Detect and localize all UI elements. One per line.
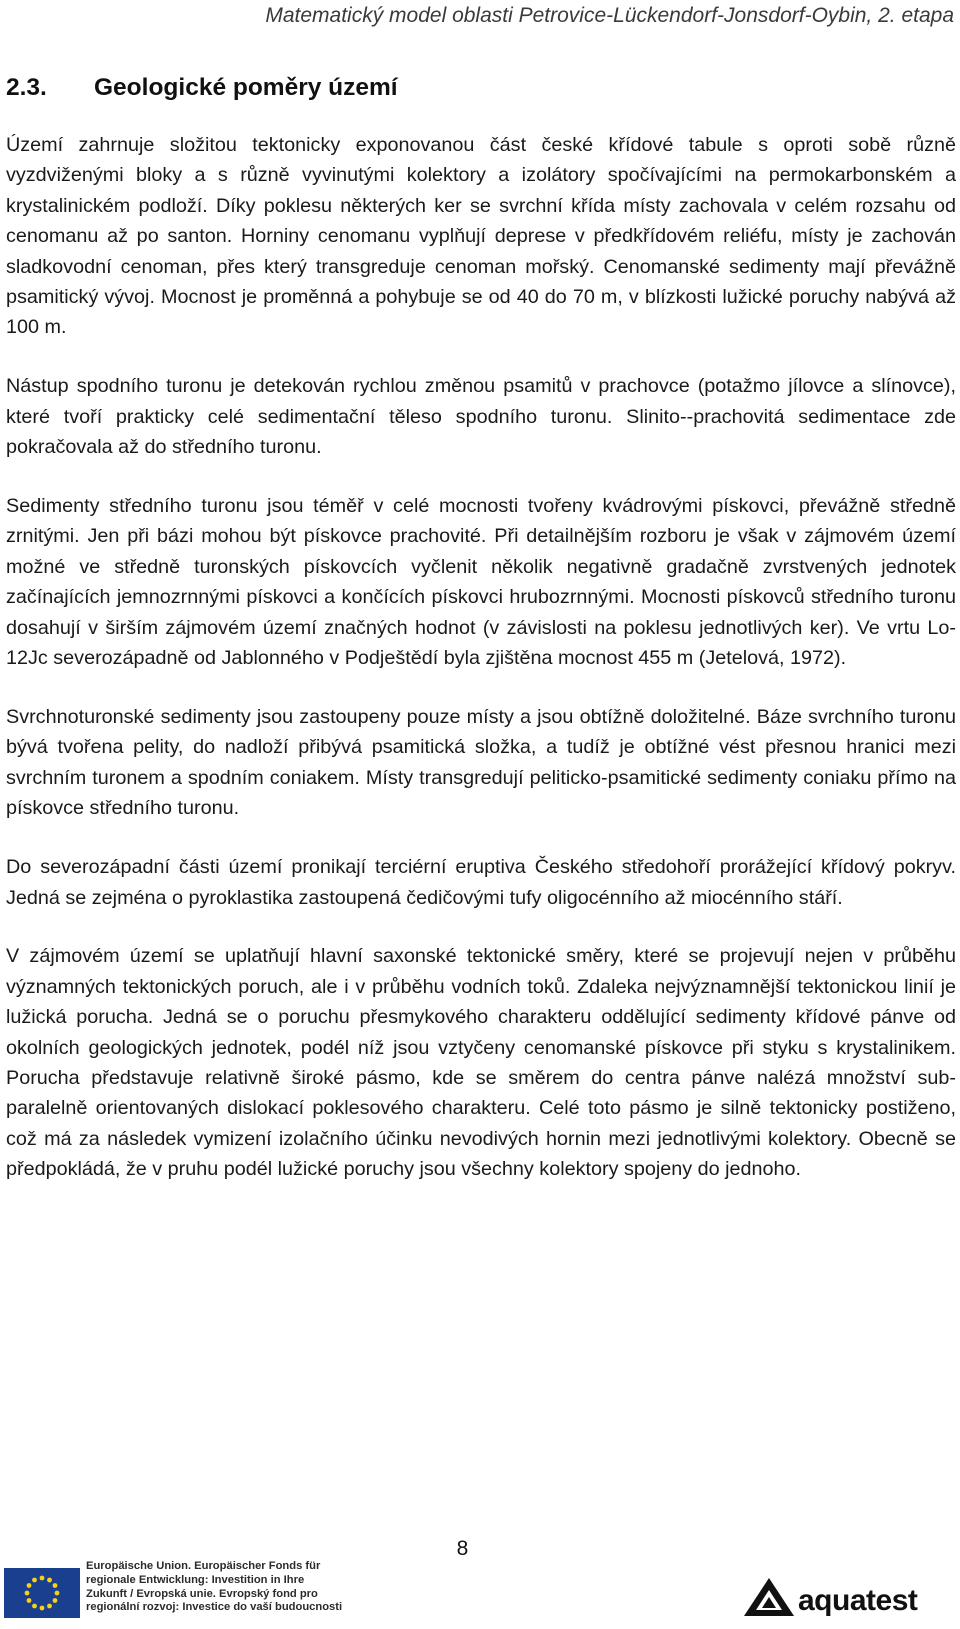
paragraph: Území zahrnuje složitou tektonicky exponovanou část české křídové tabule s oproti sobě různě vyzdviženými bloky a s různě vyvinutými kolektory a izolátory spočívajícími na permokarbonském a krystalinickém podloží. Díky poklesu některých ker se svrchní křída místy zachovala v celém rozsahu od cenomanu až po santon. Horniny cenomanu vyplňují deprese v předkřídovém reliéfu, místy je zachován sladkovodní cenoman, přes který transgreduje cenoman mořský. Cenomanské sedimenty mají převážně psamitický vývoj. Mocnost je proměnná a pohybuje se od 40 do 70 m, v blízkosti lužické poruchy nabývá až 100 m. [6,134,956,339]
eu-funding-text [86,1560,343,1615]
running-header: Matematický model oblasti Petrovice-Lückendorf-Jonsdorf-Oybin, 2. etapa [265,4,954,27]
eu-text-line: Europäische Union. Europäischer Fonds für [86,1560,321,1572]
aquatest-logo [742,1576,952,1620]
paragraph: Sedimenty středního turonu jsou téměř v celé mocnosti tvořeny kvádrovými pískovci, převážně středně zrnitými. Jen při bázi mohou být pískovce prachovité. Při detailnějším rozboru je však v zájmovém území možné ve středně turonských pískovcích vyčlenit několik negativně gradačně zvrstvených jednotek začínajících jemnozrnnými pískovci a končících pískovci hrubozrnnými. Mocnosti pískovců středního turonu dosahují v širším zájmovém území značných hodnot (v závislosti na poklesu jednotlivých ker). Ve vrtu Lo-12Jc severozápadně od Jablonného v Podještědí byla zjištěna mocnost 455 m (Jetelová, 1972). [6,495,956,670]
paragraph: V zájmovém území se uplatňují hlavní saxonské tektonické směry, které se projevují nejen v průběhu významných tektonických poruch, ale i v průběhu vodních toků. Zdaleka nejvýznamnější tektonickou linií je lužická porucha. Jedná se o poruchu přesmykového charakteru oddělující sedimenty křídové pánve od okolních geologických jednotek, podél níž jsou vztyčeny cenomanské pískovce při styku s krystalinikem. Porucha představuje relativně široké pásmo, kde se směrem do centra pánve nalézá množství sub-paralelně orientovaných dislokací poklesového charakteru. Celé toto pásmo je silně tektonicky postiženo, což má za následek vymizení izolačního účinku nevodivých hornin mezi jednotlivými kolektory. Obecně se předpokládá, že v pruhu podél lužické poruchy jsou všechny kolektory spojeny do jednoho. [6,945,956,1181]
eu-flag-icon [4,1568,80,1618]
section-number: 2.3. [6,74,47,101]
aquatest-brand-name: aquatest [798,1584,918,1617]
page-number: 8 [456,1537,469,1560]
paragraph: Do severozápadní části území pronikají terciérní eruptiva Českého středohoří prorážející křídový pokryv. Jedná se zejména o pyroklastika zastoupená čedičovými tufy oligocénního až miocénního stáří. [6,856,956,909]
paragraph: Nástup spodního turonu je detekován rychlou změnou psamitů v prachovce (potažmo jílovce a slínovce), které tvoří prakticky celé sedimentační těleso spodního turonu. Slinito--prachovitá sedimentace zde pokračovala až do středního turonu. [6,375,956,459]
section-title: Geologické poměry území [94,74,398,101]
eu-text-line: regionale Entwicklung: Investition in Ihre [86,1573,305,1586]
aquatest-mark-icon [742,1576,796,1618]
paragraph: Svrchnoturonské sedimenty jsou zastoupeny pouze místy a jsou obtížně doložitelné. Báze svrchního turonu bývá tvořena pelity, do nadloží přibývá psamitická složka, a tudíž je obtížné vést přesnou hranici mezi svrchním turonem a spodním coniakem. Místy transgredují peliticko-psamitické sedimenty coniaku přímo na pískovce středního turonu. [6,706,956,820]
eu-funding-logo [4,1560,343,1626]
section-heading [6,74,398,102]
eu-text-line: Zukunft / Evropská unie. Evropský fond pro [86,1587,318,1600]
body-text [6,130,956,1213]
eu-text-line: regionální rozvoj: Investice do vaší budoucnosti [86,1601,343,1614]
